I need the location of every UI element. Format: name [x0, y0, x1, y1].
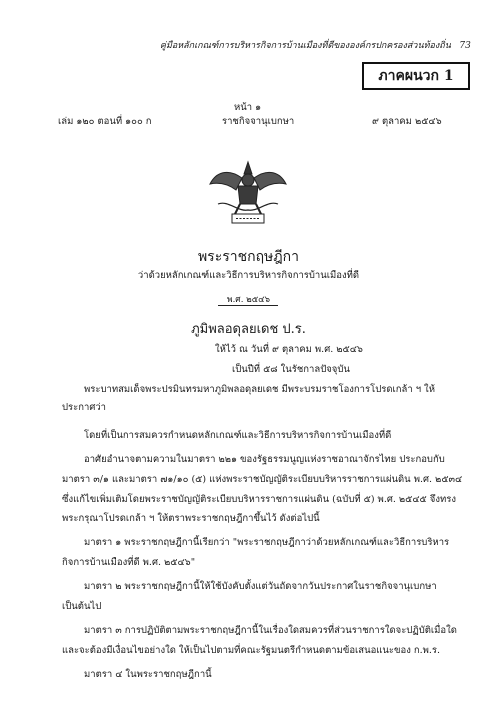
- gazette-volume: เล่ม ๑๒๐ ตอนที่ ๑๐๐ ก: [58, 116, 152, 127]
- paragraph-line: และจะต้องมีเงื่อนไขอย่างใด ให้เป็นไปตามที่คณะรัฐมนตรีกำหนดตามข้อเสนอแนะของ ก.พ.ร.: [62, 645, 441, 656]
- given-date: ให้ไว้ ณ วันที่ ๙ ตุลาคม พ.ศ. ๒๕๔๖: [215, 344, 363, 355]
- decree-subtitle: ว่าด้วยหลักเกณฑ์และวิธีการบริหารกิจการบ้านเมืองที่ดี: [137, 270, 360, 281]
- decree-title: พระราชกฤษฎีกา: [197, 249, 300, 265]
- gazette-date: ๙ ตุลาคม ๒๕๔๖: [372, 116, 442, 127]
- king-name: ภูมิพลอดุลยเดช ป.ร.: [191, 322, 306, 337]
- annex-label: ภาคผนวก 1: [362, 62, 470, 90]
- paragraph-line: มาตรา ๓/๑ และมาตรา ๗๑/๑๐ (๕) แห่งพระราชบัญญัติระเบียบบริหารราชการแผ่นดิน พ.ศ. ๒๕๓๔: [62, 474, 463, 485]
- gazette-page-label: หน้า ๑: [234, 102, 262, 113]
- paragraph-line: พระกรุณาโปรดเกล้า ฯ ให้ตราพระราชกฤษฎีกาขึ้นไว้ ดังต่อไปนี้: [62, 513, 320, 524]
- decree-year: พ.ศ. ๒๕๔๖: [227, 295, 270, 305]
- paragraph-line: มาตรา ๓ การปฏิบัติตามพระราชกฤษฎีกานี้ในเรื่องใดสมควรที่ส่วนราชการใดจะปฏิบัติเมื่อใด: [84, 625, 457, 636]
- paragraph-line: ประกาศว่า: [62, 402, 107, 413]
- running-title: คู่มือหลักเกณฑ์การบริหารกิจการบ้านเมืองที่ดีขององค์กรปกครองส่วนท้องถิ่น: [160, 41, 452, 51]
- paragraph-line: โดยที่เป็นการสมควรกำหนดหลักเกณฑ์และวิธีการบริหารกิจการบ้านเมืองที่ดี: [84, 430, 392, 441]
- title-rule: [218, 305, 278, 306]
- paragraph-line: มาตรา ๑ พระราชกฤษฎีกานี้เรียกว่า "พระราชกฤษฎีกาว่าด้วยหลักเกณฑ์และวิธีการบริหาร: [84, 537, 450, 548]
- running-header: [160, 38, 471, 52]
- paragraph-line: กิจการบ้านเมืองที่ดี พ.ศ. ๒๕๔๖": [62, 557, 196, 568]
- paragraph-line: มาตรา ๔ ในพระราชกฤษฎีกานี้: [84, 669, 212, 680]
- garuda-emblem-icon: [208, 160, 288, 234]
- paragraph-line: อาศัยอำนาจตามความในมาตรา ๒๒๑ ของรัฐธรรมนูญแห่งราชอาณาจักรไทย ประกอบกับ: [84, 454, 445, 465]
- paragraph-line: เป็นต้นไป: [62, 601, 102, 612]
- gazette-publication: ราชกิจจานุเบกษา: [222, 116, 295, 127]
- reign-year: เป็นปีที่ ๕๘ ในรัชกาลปัจจุบัน: [232, 364, 350, 375]
- paragraph-line: ซึ่งแก้ไขเพิ่มเติมโดยพระราชบัญญัติระเบียบบริหารราชการแผ่นดิน (ฉบับที่ ๕) พ.ศ. ๒๕๔๕ จึงทรง: [62, 494, 456, 505]
- page-number: 73: [459, 41, 471, 51]
- paragraph-line: มาตรา ๒ พระราชกฤษฎีกานี้ให้ใช้บังคับตั้งแต่วันถัดจากวันประกาศในราชกิจจานุเบกษา: [84, 581, 437, 592]
- paragraph-line: พระบาทสมเด็จพระปรมินทรมหาภูมิพลอดุลยเดช มีพระบรมราชโองการโปรดเกล้า ฯ ให้: [84, 384, 435, 395]
